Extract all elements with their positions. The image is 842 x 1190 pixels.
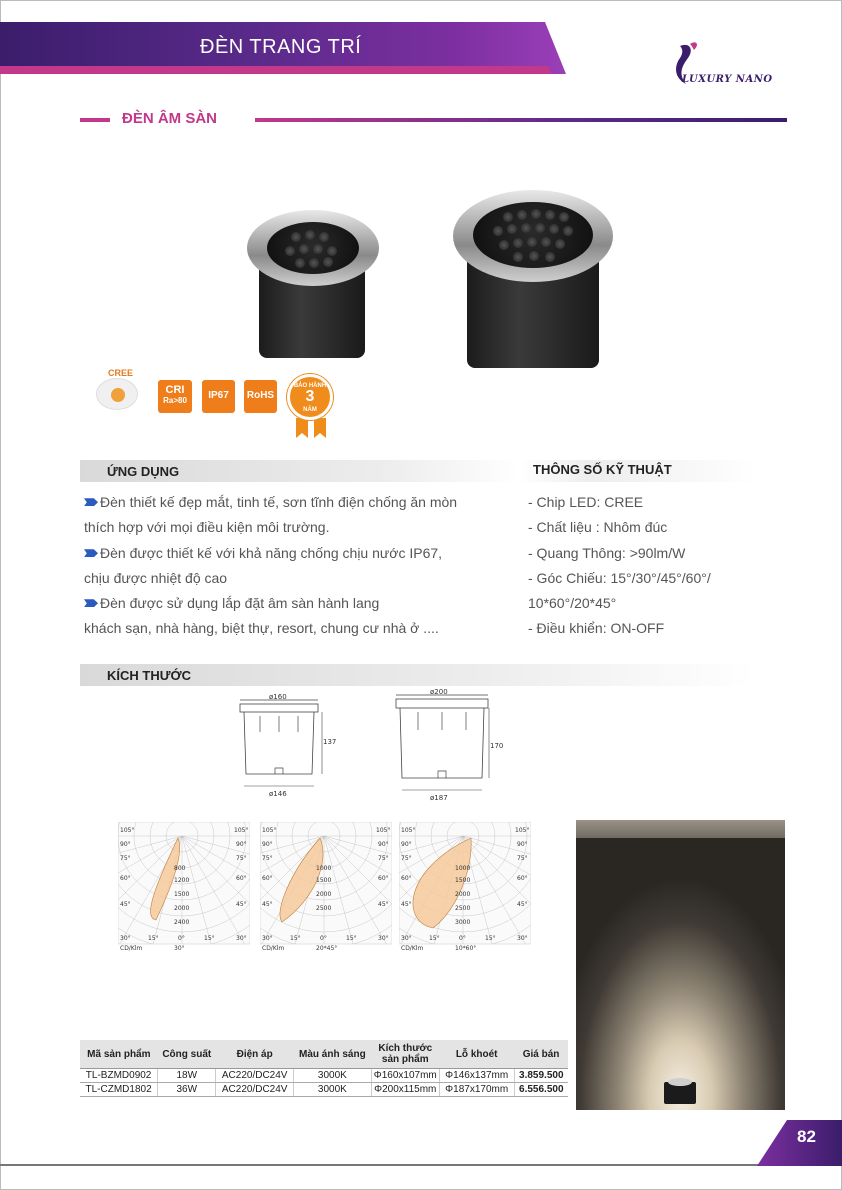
- section-rule-left: [80, 118, 110, 122]
- polar-angle-label: 60°: [517, 875, 528, 882]
- product-price-table: [80, 1040, 568, 1097]
- polar-intensity-label: 2000: [316, 891, 332, 898]
- application-line-1: Đèn thiết kế đẹp mắt, tinh tế, sơn tĩnh điện chống ăn mòn: [84, 494, 457, 510]
- table-header-row: [80, 1040, 568, 1069]
- polar-angle-label: 90°: [262, 841, 273, 848]
- bullet-arrow-icon: [84, 498, 98, 506]
- polar-intensity-label: 1500: [316, 877, 332, 884]
- polar-angle-label: 45°: [517, 901, 528, 908]
- warranty-years: 3: [305, 388, 315, 405]
- polar-angle-label: 75°: [378, 855, 389, 862]
- col-voltage: Điện áp: [216, 1040, 294, 1069]
- cri-badge-title: CRI: [165, 384, 185, 396]
- category-title: ĐÈN TRANG TRÍ: [200, 36, 362, 58]
- specs-heading: THÔNG SỐ KỸ THUẬT: [533, 462, 672, 477]
- cri-badge-value: Ra>80: [163, 396, 187, 405]
- photo-fixture-top: [668, 1078, 692, 1086]
- polar-angle-label: 90°: [120, 841, 131, 848]
- application-line-4: chịu được nhiệt độ cao: [84, 570, 228, 586]
- table-row: TL-CZMD1802 36W AC220/DC24V 3000K Φ200x115mm Φ187x170mm 6.556.500: [80, 1083, 568, 1097]
- photo-ceiling: [576, 820, 785, 838]
- polar-angle-label: 75°: [236, 855, 247, 862]
- polar-angle-label: 90°: [401, 841, 412, 848]
- dim-small-top: ø160: [269, 693, 287, 701]
- spec-line-2: - Chất liệu : Nhôm đúc: [528, 519, 668, 535]
- polar-chart-2: [260, 822, 392, 952]
- polar-angle-label: 105°: [401, 827, 416, 834]
- dim-small-height: 137: [323, 738, 337, 746]
- polar-angle-label: 30°: [378, 935, 389, 942]
- footer-rule: [0, 1164, 842, 1166]
- polar-intensity-label: 2500: [316, 905, 332, 912]
- polar-angle-label: 90°: [236, 841, 247, 848]
- polar-angle-label: 75°: [401, 855, 412, 862]
- brand-name: LUXURY NANO: [682, 74, 773, 85]
- polar-unit-label: CD/Klm: [262, 945, 285, 952]
- polar-angle-label: 105°: [376, 827, 391, 834]
- dimensions-heading: KÍCH THƯỚC: [107, 668, 191, 683]
- polar-beam-angle-label: 30°: [174, 945, 185, 952]
- polar-unit-label: CD/Klm: [401, 945, 424, 952]
- polar-intensity-label: 1000: [455, 865, 471, 872]
- polar-angle-label: 15°: [204, 935, 215, 942]
- polar-chart-1: [118, 822, 250, 952]
- polar-angle-label: 15°: [346, 935, 357, 942]
- product-image-small: [247, 210, 379, 360]
- cree-label: CREE: [108, 368, 134, 378]
- polar-angle-label: 45°: [378, 901, 389, 908]
- table-row: TL-BZMD0902 18W AC220/DC24V 3000K Φ160x107mm Φ146x137mm 3.859.500: [80, 1069, 568, 1083]
- polar-angle-label: 15°: [290, 935, 301, 942]
- polar-angle-label: 45°: [236, 901, 247, 908]
- polar-chart-3: [399, 822, 531, 952]
- polar-angle-label: 30°: [517, 935, 528, 942]
- bullet-arrow-icon: [84, 599, 98, 607]
- polar-angle-label: 30°: [120, 935, 131, 942]
- cree-chip-icon: [96, 378, 138, 410]
- rohs-badge: [244, 380, 277, 413]
- polar-intensity-label: 1500: [174, 891, 190, 898]
- polar-angle-label: 105°: [515, 827, 530, 834]
- polar-angle-label: 60°: [236, 875, 247, 882]
- section-rule-right: [255, 118, 787, 122]
- ip67-badge-label: IP67: [208, 390, 229, 401]
- dim-large-top: ø200: [430, 688, 448, 696]
- polar-angle-label: 30°: [236, 935, 247, 942]
- polar-intensity-label: 800: [174, 865, 186, 872]
- warranty-top: BẢO HÀNH: [293, 383, 327, 389]
- dimensions-heading-bar: [80, 664, 756, 686]
- polar-angle-label: 0°: [459, 935, 466, 942]
- dimension-drawing-small: [232, 692, 342, 802]
- polar-angle-label: 30°: [401, 935, 412, 942]
- polar-intensity-label: 2000: [455, 891, 471, 898]
- installation-photo: [576, 820, 785, 1110]
- col-size: Kích thước sản phẩm: [371, 1040, 439, 1069]
- polar-angle-label: 0°: [178, 935, 185, 942]
- dim-large-bottom: ø187: [430, 794, 448, 802]
- polar-angle-label: 60°: [262, 875, 273, 882]
- col-color: Màu ánh sáng: [294, 1040, 372, 1069]
- polar-beam-angle-label: 20*45°: [316, 945, 338, 952]
- dim-small-bottom: ø146: [269, 790, 287, 798]
- application-line-6: khách sạn, nhà hàng, biệt thự, resort, chung cư nhà ở ....: [84, 620, 439, 636]
- polar-angle-label: 0°: [320, 935, 327, 942]
- polar-angle-label: 15°: [485, 935, 496, 942]
- polar-angle-label: 60°: [378, 875, 389, 882]
- product-image-large: [453, 190, 613, 370]
- polar-angle-label: 105°: [120, 827, 135, 834]
- polar-angle-label: 75°: [120, 855, 131, 862]
- bullet-arrow-icon: [84, 549, 98, 557]
- polar-angle-label: 105°: [262, 827, 277, 834]
- polar-intensity-label: 1000: [316, 865, 332, 872]
- spec-line-4: - Góc Chiếu: 15°/30°/45°/60°/: [528, 570, 711, 586]
- polar-intensity-label: 2400: [174, 919, 190, 926]
- polar-angle-label: 90°: [517, 841, 528, 848]
- cri-badge: [158, 380, 192, 413]
- polar-intensity-label: 3000: [455, 919, 471, 926]
- polar-beam-angle-label: 10*60°: [455, 945, 477, 952]
- spec-line-5: 10*60°/20*45°: [528, 595, 617, 611]
- application-line-2: thích hợp với mọi điều kiện môi trường.: [84, 519, 330, 535]
- spec-line-3: - Quang Thông: >90lm/W: [528, 545, 686, 561]
- dim-large-height: 170: [490, 742, 504, 750]
- polar-angle-label: 45°: [120, 901, 131, 908]
- warranty-bottom: NĂM: [303, 407, 317, 413]
- polar-intensity-label: 2000: [174, 905, 190, 912]
- polar-angle-label: 45°: [262, 901, 273, 908]
- application-heading: ỨNG DỤNG: [107, 464, 180, 479]
- col-power: Công suất: [158, 1040, 216, 1069]
- col-cutout: Lỗ khoét: [439, 1040, 514, 1069]
- polar-angle-label: 75°: [517, 855, 528, 862]
- polar-intensity-label: 2500: [455, 905, 471, 912]
- col-code: Mã sản phẩm: [80, 1040, 158, 1069]
- polar-angle-label: 30°: [262, 935, 273, 942]
- rohs-badge-label: RoHS: [246, 390, 275, 401]
- ip67-badge: [202, 380, 235, 413]
- polar-angle-label: 60°: [120, 875, 131, 882]
- polar-angle-label: 90°: [378, 841, 389, 848]
- spec-line-6: - Điều khiển: ON-OFF: [528, 620, 665, 636]
- polar-angle-label: 75°: [262, 855, 273, 862]
- polar-unit-label: CD/Klm: [120, 945, 143, 952]
- polar-angle-label: 15°: [429, 935, 440, 942]
- application-line-3: Đèn được thiết kế với khả năng chống chịu nước IP67,: [84, 545, 442, 561]
- polar-angle-label: 45°: [401, 901, 412, 908]
- col-price: Giá bán: [514, 1040, 568, 1069]
- application-line-5: Đèn được sử dụng lắp đặt âm sàn hành lang: [84, 595, 379, 611]
- page-number: 82: [797, 1127, 816, 1146]
- header-banner-accent: [0, 66, 560, 74]
- polar-angle-label: 15°: [148, 935, 159, 942]
- polar-angle-label: 105°: [234, 827, 249, 834]
- warranty-badge-icon: [287, 374, 333, 420]
- application-heading-bar: [80, 460, 520, 482]
- spec-line-1: - Chip LED: CREE: [528, 494, 644, 510]
- polar-intensity-label: 1500: [455, 877, 471, 884]
- dimension-drawing-large: [394, 686, 504, 804]
- section-title: ĐÈN ÂM SÀN: [122, 110, 218, 127]
- polar-angle-label: 60°: [401, 875, 412, 882]
- polar-intensity-label: 1200: [174, 877, 190, 884]
